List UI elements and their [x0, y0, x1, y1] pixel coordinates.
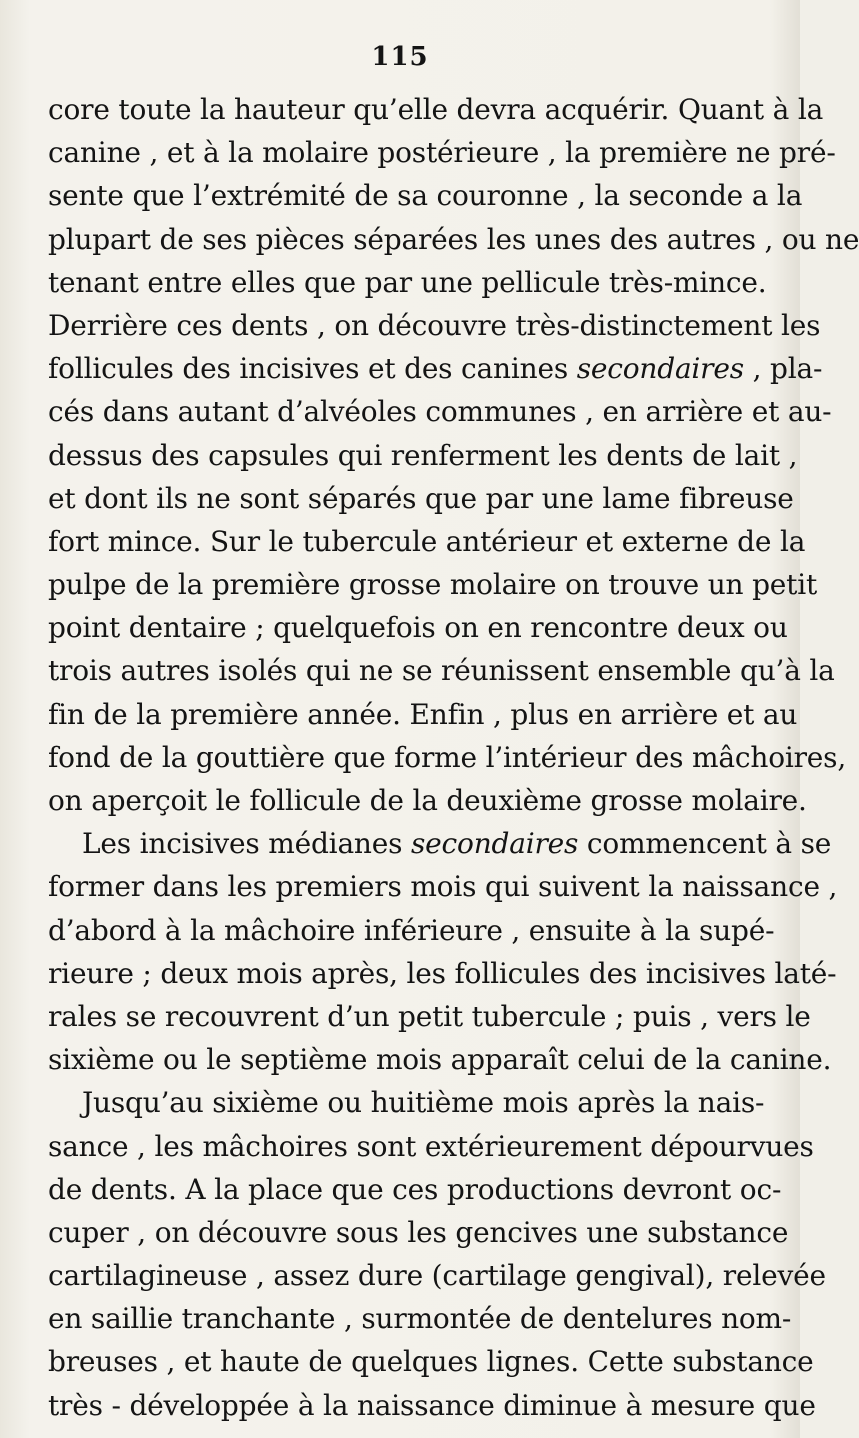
text-line	[48, 1340, 814, 1383]
text-segment: cartilagineuse , assez dure (cartilage gengival), relevée	[48, 1259, 826, 1293]
text-line	[48, 865, 838, 908]
text-line	[48, 261, 767, 304]
text-line	[48, 347, 823, 390]
text-segment: de dents. A la place que ces productions devront oc-	[48, 1172, 782, 1206]
text-segment: trois autres isolés qui ne se réunissent ensemble qu’à la	[48, 654, 835, 688]
text-segment: rales se recouvrent d’un petit tubercule ; puis , vers le	[48, 999, 811, 1033]
text-line	[48, 304, 821, 347]
text-line	[48, 779, 807, 822]
text-segment: fort mince. Sur le tubercule antérieur et externe de la	[48, 524, 806, 558]
text-line	[48, 649, 835, 692]
text-segment: canine , et à la molaire postérieure , la première ne pré-	[48, 136, 836, 170]
text-segment: pulpe de la première grosse molaire on trouve un petit	[48, 568, 818, 602]
text-segment: d’abord à la mâchoire inférieure , ensuite à la supé-	[48, 913, 775, 947]
text-segment: sance , les mâchoires sont extérieurement dépourvues	[48, 1129, 814, 1163]
text-line	[48, 131, 836, 174]
text-line	[48, 174, 803, 217]
text-line	[48, 995, 811, 1038]
text-line	[48, 909, 775, 952]
text-segment: cés dans autant d’alvéoles communes , en arrière et au-	[48, 395, 832, 429]
text-segment: Les incisives médianes	[82, 827, 412, 861]
text-segment: très - développée à la naissance diminue à mesure que	[48, 1388, 816, 1422]
text-segment: tenant entre elles que par une pellicule très-mince.	[48, 265, 767, 299]
text-line	[48, 1168, 782, 1211]
text-line	[48, 1211, 789, 1254]
text-segment: , pla-	[743, 352, 823, 386]
page-number: 115	[371, 42, 429, 72]
text-segment: commencent à se	[578, 827, 832, 861]
text-segment: dessus des capsules qui renferment les dents de lait ,	[48, 438, 798, 472]
text-line	[48, 563, 818, 606]
text-line	[48, 693, 798, 736]
text-line	[48, 1125, 814, 1168]
text-line	[48, 1254, 826, 1297]
text-segment: on aperçoit le follicule de la deuxième grosse molaire.	[48, 784, 807, 817]
text-line	[48, 606, 788, 649]
text-line	[48, 434, 798, 477]
text-segment: Jusqu’au sixième ou huitième mois après la nais-	[82, 1086, 765, 1120]
text-segment: cuper , on découvre sous les gencives une substance	[48, 1215, 789, 1249]
text-line	[48, 822, 832, 865]
text-segment: sente que l’extrémité de sa couronne , la seconde a la	[48, 179, 803, 213]
text-line	[48, 520, 806, 563]
text-line	[48, 88, 824, 131]
text-line	[48, 1081, 765, 1124]
text-segment: point dentaire ; quelquefois on en rencontre deux ou	[48, 611, 788, 645]
text-segment: sixième ou le septième mois apparaît celui de la canine.	[48, 1043, 832, 1077]
text-line	[48, 1384, 816, 1427]
text-segment: fond de la gouttière que forme l’intérieur des mâchoires,	[48, 740, 847, 774]
text-segment: follicules des incisives et des canines	[48, 352, 577, 386]
italic-term: secondaires	[411, 827, 579, 861]
text-line	[48, 952, 837, 995]
text-line	[48, 1297, 792, 1340]
text-line	[48, 477, 794, 520]
text-line	[48, 390, 832, 433]
text-segment: fin de la première année. Enfin , plus en arrière et au	[48, 697, 798, 731]
text-segment: breuses , et haute de quelques lignes. Cette substance	[48, 1345, 814, 1379]
text-line	[48, 1038, 832, 1081]
text-segment: core toute la hauteur qu’elle devra acquérir. Quant à la	[48, 93, 824, 126]
text-segment: et dont ils ne sont séparés que par une lame fibreuse	[48, 481, 794, 515]
text-segment: en saillie tranchante , surmontée de dentelures nom-	[48, 1302, 792, 1336]
text-line	[48, 736, 847, 779]
text-line	[48, 218, 859, 261]
italic-term: secondaires	[576, 352, 744, 386]
text-segment: rieure ; deux mois après, les follicules des incisives laté-	[48, 956, 837, 990]
text-segment: former dans les premiers mois qui suivent la naissance ,	[48, 870, 838, 904]
text-segment: plupart de ses pièces séparées les unes des autres , ou ne	[48, 222, 859, 256]
body-text	[48, 88, 859, 1427]
text-segment: Derrière ces dents , on découvre très-distinctement les	[48, 308, 821, 342]
